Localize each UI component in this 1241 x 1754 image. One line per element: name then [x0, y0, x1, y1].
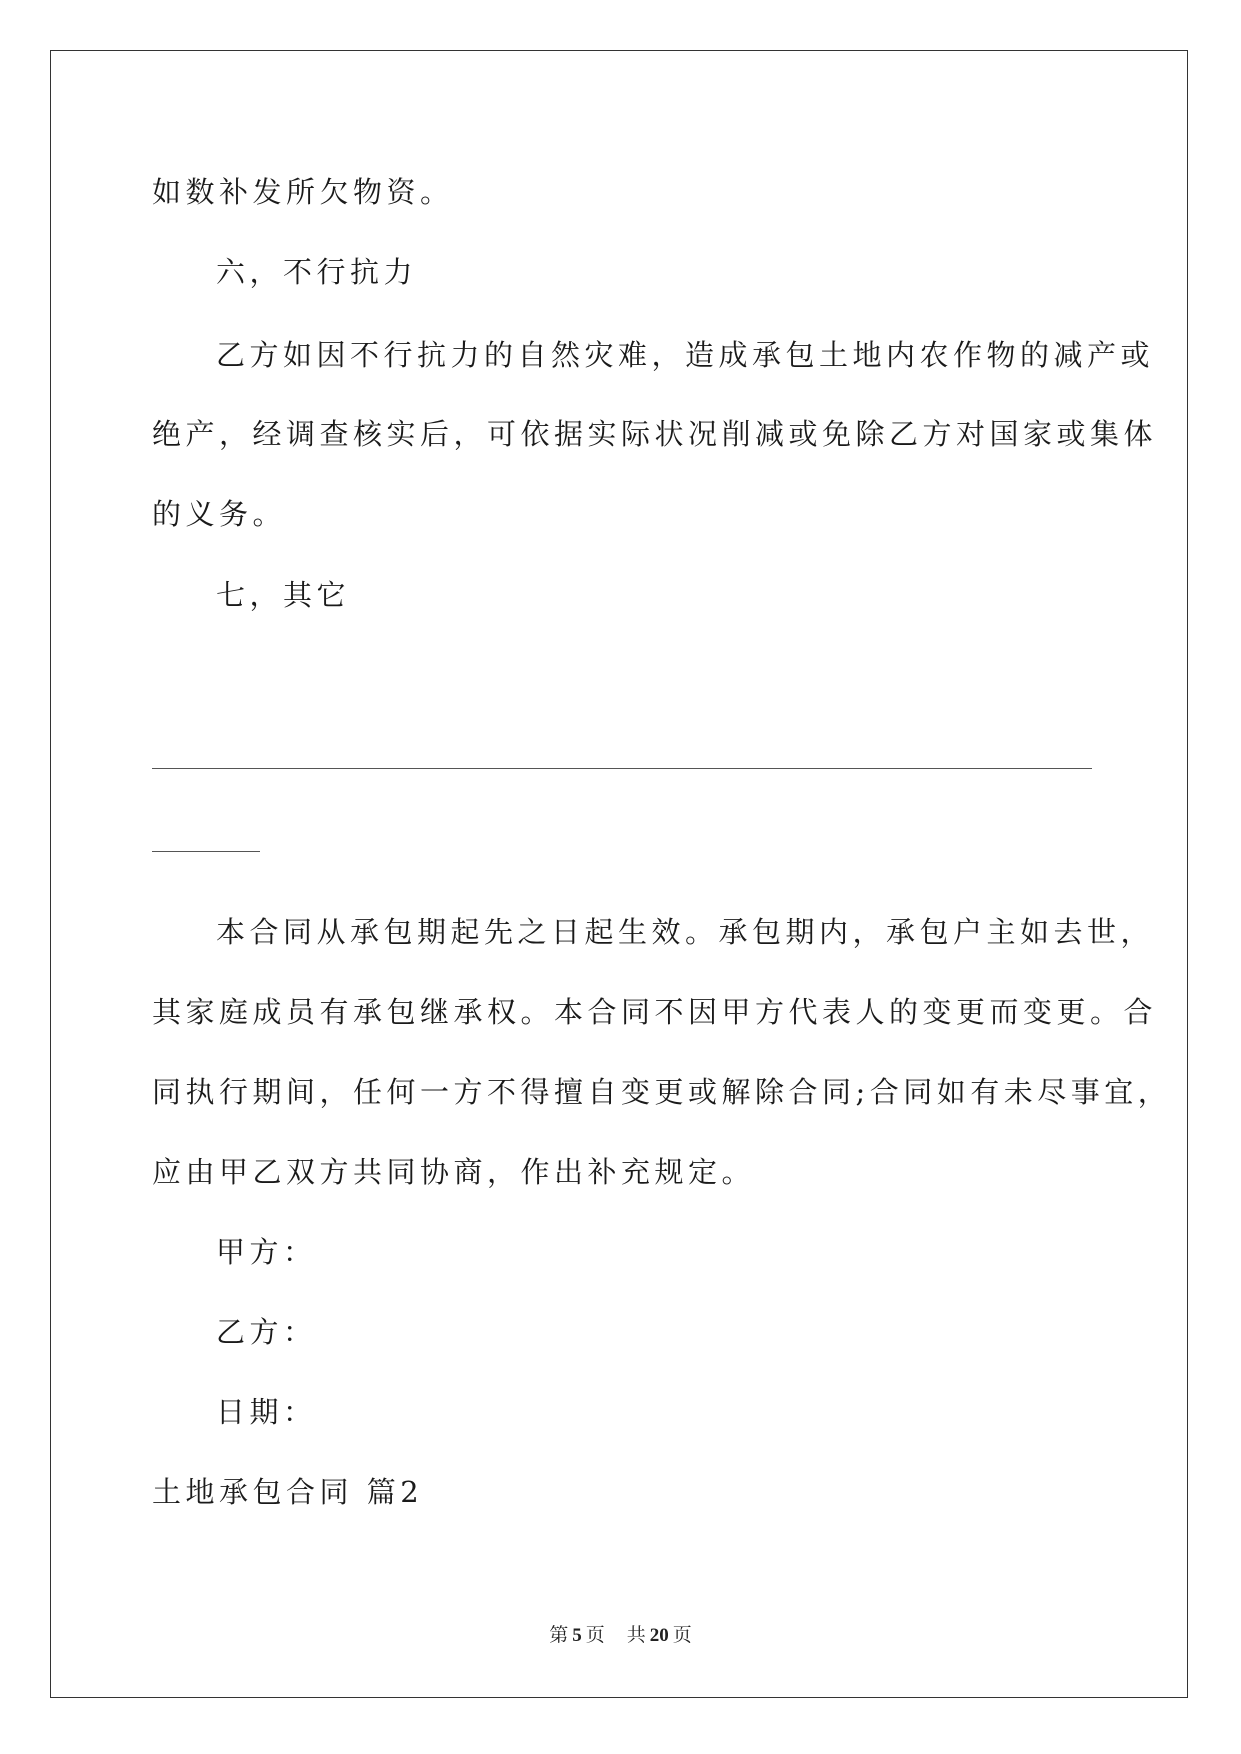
- footer-page-number: 5: [572, 1625, 582, 1646]
- date-label: 日期：: [216, 1395, 317, 1429]
- paragraph-line: 其家庭成员有承包继承权。本合同不因甲方代表人的变更而变更。合: [152, 995, 1158, 1029]
- paragraph-line: 同执行期间，任何一方不得擅自变更或解除合同;合同如有未尽事宜，: [152, 1075, 1172, 1109]
- blank-fill-line: [152, 768, 1092, 769]
- section-heading-force-majeure: 六，不行抗力: [216, 255, 418, 289]
- page-footer: [0, 1620, 1241, 1647]
- paragraph-line: 本合同从承包期起先之日起生效。承包期内，承包户主如去世，: [216, 915, 1155, 949]
- section-heading-other: 七，其它: [216, 578, 351, 612]
- footer-page-prefix: 第: [549, 1625, 569, 1646]
- blank-fill-line: [152, 851, 260, 852]
- paragraph-line: 如数补发所欠物资。: [152, 175, 454, 209]
- page-border: [50, 50, 1188, 1698]
- section-title-article-2: 土地承包合同 篇2: [152, 1475, 424, 1509]
- party-b-label: 乙方：: [216, 1315, 317, 1349]
- footer-total-pages: 20: [649, 1625, 669, 1646]
- footer-total-prefix: 共: [626, 1625, 646, 1646]
- paragraph-line: 应由甲乙双方共同协商，作出补充规定。: [152, 1155, 756, 1189]
- party-a-label: 甲方：: [216, 1235, 317, 1269]
- footer-total-suffix: 页: [672, 1625, 692, 1646]
- paragraph-line: 绝产，经调查核实后，可依据实际状况削减或免除乙方对国家或集体: [152, 417, 1158, 451]
- paragraph-line: 的义务。: [152, 497, 287, 531]
- paragraph-line: 乙方如因不行抗力的自然灾难，造成承包土地内农作物的减产或: [216, 338, 1155, 372]
- footer-page-suffix: 页: [585, 1625, 605, 1646]
